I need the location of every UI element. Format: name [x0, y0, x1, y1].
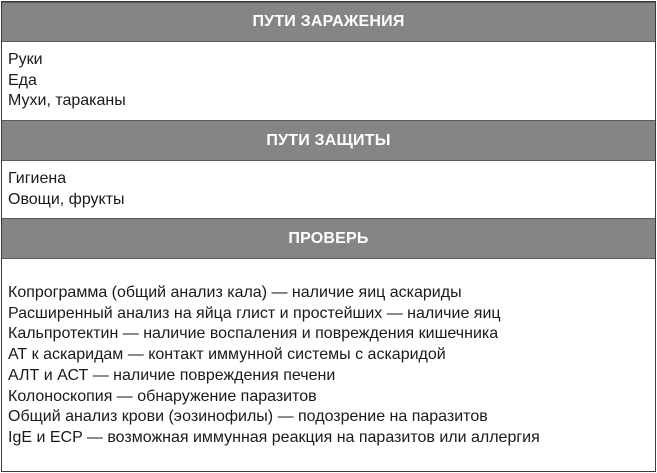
info-table [1, 1, 656, 472]
section-body-check [2, 283, 655, 449]
section-header-infection-routes [2, 2, 655, 42]
section-body-protection-routes [2, 169, 655, 210]
list-item: АЛТ и АСТ — наличие повреждения печени [8, 366, 336, 384]
list-item: Овощи, фрукты [8, 190, 125, 208]
list-item: Колоноскопия — обнаружение паразитов [8, 387, 317, 405]
section-body-infection-routes [2, 50, 655, 112]
list-item: Копрограмма (общий анализ кала) — наличие яиц аскариды [8, 284, 462, 301]
section-header-protection-routes [2, 120, 655, 161]
list-item: Еда [8, 71, 37, 89]
section-title: ПУТИ ЗАЩИТЫ [266, 131, 391, 149]
list-item: Кальпротектин — наличие воспаления и повреждения кишечника [8, 325, 499, 343]
list-item: Руки [8, 51, 43, 68]
list-item: Гигиена [8, 170, 67, 187]
list-item: АТ к аскаридам — контакт иммунной системы с аскаридой [8, 346, 446, 364]
section-title: ПУТИ ЗАРАЖЕНИЯ [252, 13, 405, 30]
list-item: Мухи, тараканы [8, 92, 126, 110]
section-title: ПРОВЕРЬ [288, 229, 369, 247]
list-item: Общий анализ крови (эозинофилы) — подозрение на паразитов [8, 408, 488, 426]
list-item: IgE и ECP — возможная иммунная реакция на паразитов или аллергия [8, 428, 540, 446]
section-header-check [2, 218, 655, 259]
list-item: Расширенный анализ на яйца глист и простейших — наличие яиц [8, 304, 501, 322]
